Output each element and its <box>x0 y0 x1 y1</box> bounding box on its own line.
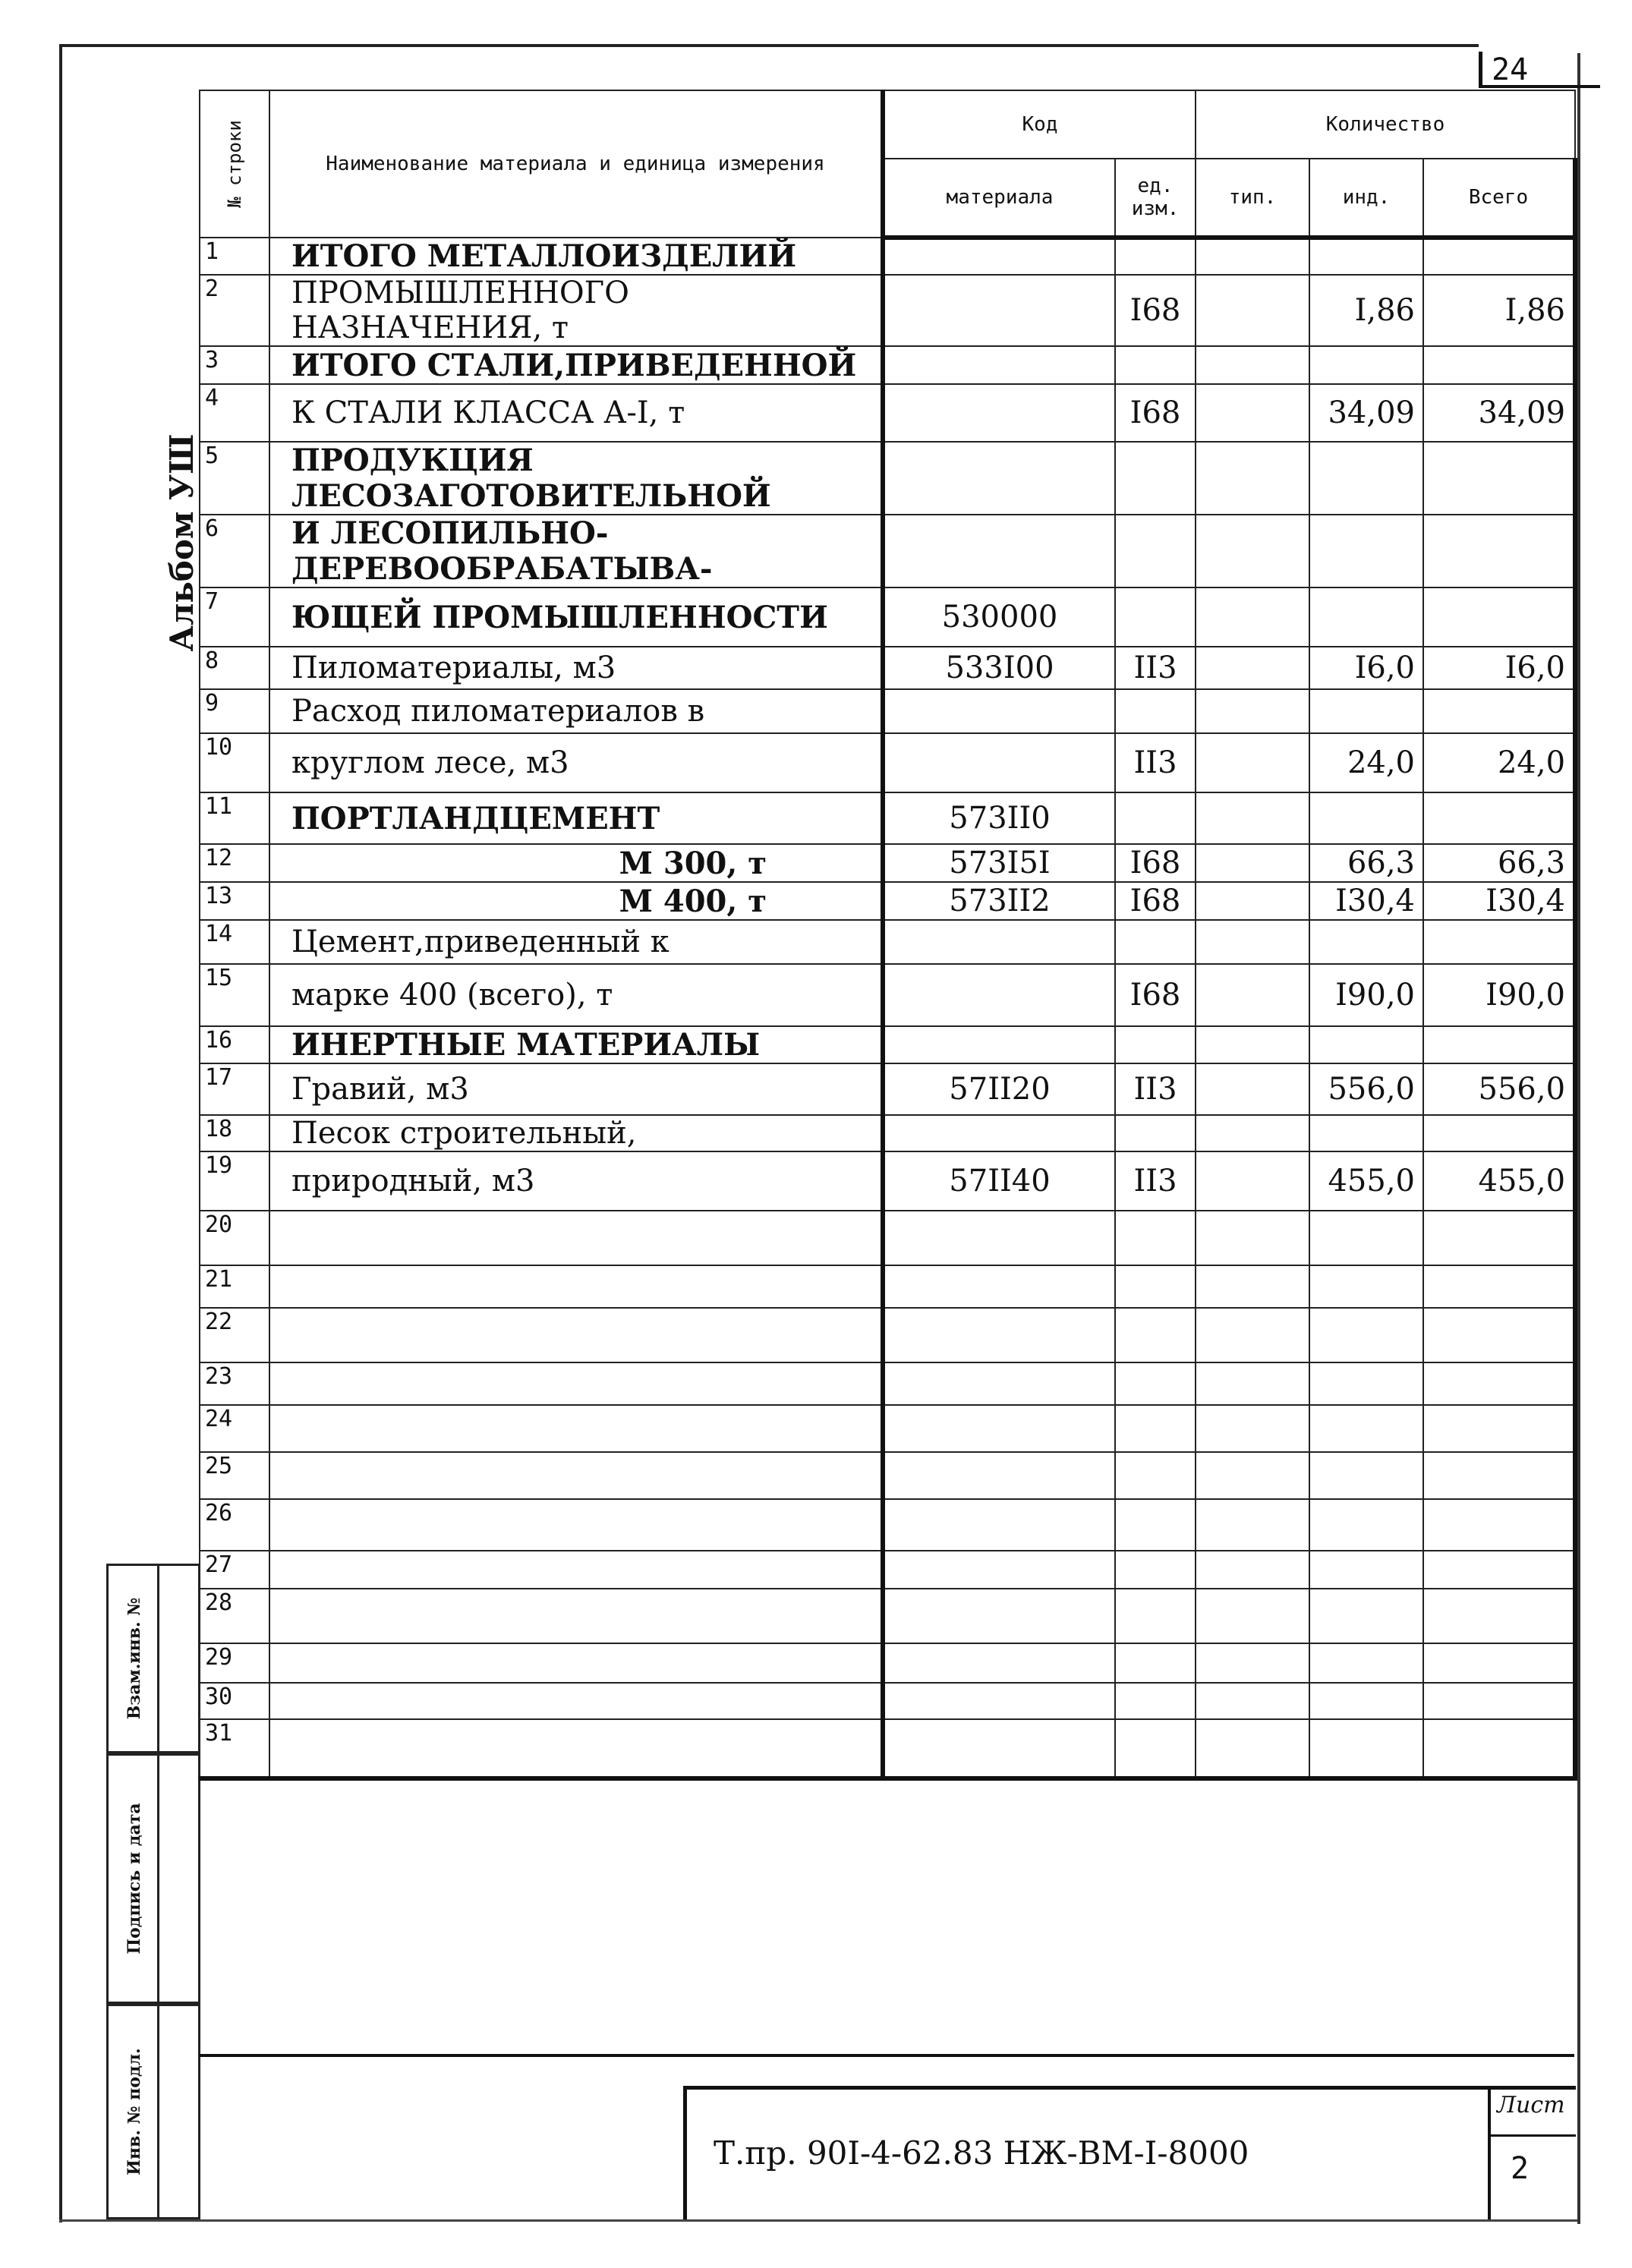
sidebox-vzam-label-cell <box>112 1566 159 1751</box>
qty-total <box>1423 920 1575 964</box>
sheet-number: 2 <box>1511 2151 1530 2186</box>
qty-typ <box>1196 1683 1309 1719</box>
header-row-no-cell <box>200 90 269 238</box>
material-code <box>883 1211 1115 1265</box>
material-code: 57II20 <box>883 1063 1115 1115</box>
qty-total <box>1423 1405 1575 1452</box>
unit-code <box>1115 689 1196 733</box>
unit-code <box>1115 1308 1196 1362</box>
qty-typ <box>1196 1265 1309 1308</box>
qty-ind: I30,4 <box>1309 882 1423 920</box>
qty-ind: 556,0 <box>1309 1063 1423 1115</box>
sheet-label: Лист <box>1497 2092 1565 2118</box>
qty-ind: I6,0 <box>1309 647 1423 689</box>
table-row <box>200 384 1575 442</box>
material-code <box>883 733 1115 792</box>
sidebox-inv-label-cell <box>112 2006 159 2217</box>
material-code <box>883 1026 1115 1063</box>
qty-typ <box>1196 1719 1309 1778</box>
material-code: 530000 <box>883 587 1115 647</box>
table-row <box>200 1499 1575 1551</box>
qty-ind <box>1309 689 1423 733</box>
unit-code: II3 <box>1115 647 1196 689</box>
table-row <box>200 1265 1575 1308</box>
qty-typ <box>1196 1589 1309 1643</box>
row-number: 31 <box>200 1719 269 1778</box>
qty-ind <box>1309 238 1423 275</box>
qty-ind: 24,0 <box>1309 733 1423 792</box>
unit-code: II3 <box>1115 1063 1196 1115</box>
qty-typ <box>1196 647 1309 689</box>
unit-code <box>1115 1683 1196 1719</box>
material-name <box>269 1362 883 1405</box>
material-name: Цемент,приведенный к <box>269 920 883 964</box>
qty-ind: 66,3 <box>1309 844 1423 882</box>
material-code <box>883 1643 1115 1683</box>
qty-typ <box>1196 384 1309 442</box>
table-row <box>200 1452 1575 1499</box>
qty-typ <box>1196 587 1309 647</box>
qty-total: 66,3 <box>1423 844 1575 882</box>
material-name <box>269 1452 883 1499</box>
table-row <box>200 1211 1575 1265</box>
material-code: 573II2 <box>883 882 1115 920</box>
material-name <box>269 1719 883 1778</box>
qty-typ <box>1196 792 1309 844</box>
row-number: 20 <box>200 1211 269 1265</box>
qty-total: I90,0 <box>1423 964 1575 1026</box>
material-name <box>269 1499 883 1551</box>
material-code <box>883 1683 1115 1719</box>
material-code <box>883 515 1115 587</box>
qty-total <box>1423 689 1575 733</box>
unit-code <box>1115 1719 1196 1778</box>
table-row <box>200 844 1575 882</box>
material-name <box>269 1308 883 1362</box>
qty-typ <box>1196 346 1309 384</box>
qty-typ <box>1196 442 1309 515</box>
row-number: 24 <box>200 1405 269 1452</box>
row-number: 10 <box>200 733 269 792</box>
material-name <box>269 1643 883 1683</box>
material-code <box>883 346 1115 384</box>
qty-total <box>1423 1026 1575 1063</box>
material-code <box>883 1499 1115 1551</box>
row-number: 2 <box>200 275 269 346</box>
table-row <box>200 733 1575 792</box>
material-code: 533I00 <box>883 647 1115 689</box>
table-row <box>200 1551 1575 1589</box>
qty-typ <box>1196 964 1309 1026</box>
frame-right-line <box>1577 53 1580 2224</box>
material-code <box>883 1719 1115 1778</box>
qty-ind <box>1309 1405 1423 1452</box>
table-row <box>200 1308 1575 1362</box>
table-row <box>200 1063 1575 1115</box>
unit-code: I68 <box>1115 964 1196 1026</box>
unit-code <box>1115 1115 1196 1151</box>
material-name: К СТАЛИ КЛАССА А-I, т <box>269 384 883 442</box>
qty-total <box>1423 1499 1575 1551</box>
material-name <box>269 1683 883 1719</box>
qty-ind <box>1309 1683 1423 1719</box>
unit-code <box>1115 792 1196 844</box>
header-qty-ind: инд. <box>1309 159 1423 238</box>
row-number: 26 <box>200 1499 269 1551</box>
row-number: 6 <box>200 515 269 587</box>
qty-total: 556,0 <box>1423 1063 1575 1115</box>
table-row <box>200 1589 1575 1643</box>
table-row <box>200 882 1575 920</box>
qty-typ <box>1196 1308 1309 1362</box>
qty-ind <box>1309 1589 1423 1643</box>
table-row <box>200 515 1575 587</box>
unit-code: I68 <box>1115 384 1196 442</box>
qty-ind <box>1309 1551 1423 1589</box>
row-number: 19 <box>200 1151 269 1211</box>
row-number: 14 <box>200 920 269 964</box>
unit-code: I68 <box>1115 844 1196 882</box>
qty-ind <box>1309 920 1423 964</box>
qty-typ <box>1196 733 1309 792</box>
qty-total: I,86 <box>1423 275 1575 346</box>
header-name: Наименование материала и единица измерения <box>269 90 883 238</box>
material-code <box>883 689 1115 733</box>
material-code <box>883 238 1115 275</box>
material-name: круглом лесе, м3 <box>269 733 883 792</box>
material-name <box>269 1211 883 1265</box>
unit-code: I68 <box>1115 275 1196 346</box>
qty-ind <box>1309 1362 1423 1405</box>
row-number: 15 <box>200 964 269 1026</box>
qty-total <box>1423 792 1575 844</box>
frame-bottom-line <box>59 2219 1577 2222</box>
qty-total <box>1423 346 1575 384</box>
qty-ind: 455,0 <box>1309 1151 1423 1211</box>
album-label: Альбом УШ <box>163 433 200 652</box>
stamp-title: Т.пр. 90I-4-62.83 НЖ-ВМ-I-8000 <box>714 2134 1249 2172</box>
material-name: ПОРТЛАНДЦЕМЕНТ <box>269 792 883 844</box>
table-row <box>200 1115 1575 1151</box>
qty-total: 34,09 <box>1423 384 1575 442</box>
material-name: ЮЩЕЙ ПРОМЫШЛЕННОСТИ <box>269 587 883 647</box>
qty-total <box>1423 1211 1575 1265</box>
unit-code: I68 <box>1115 882 1196 920</box>
qty-total <box>1423 1265 1575 1308</box>
qty-typ <box>1196 1499 1309 1551</box>
table-row <box>200 920 1575 964</box>
table-row <box>200 792 1575 844</box>
table-row <box>200 689 1575 733</box>
qty-ind: I,86 <box>1309 275 1423 346</box>
qty-ind <box>1309 587 1423 647</box>
qty-typ <box>1196 1362 1309 1405</box>
row-number: 11 <box>200 792 269 844</box>
material-name: природный, м3 <box>269 1151 883 1211</box>
material-code <box>883 1362 1115 1405</box>
row-number: 4 <box>200 384 269 442</box>
unit-code <box>1115 587 1196 647</box>
sidebox-inv <box>106 2004 200 2219</box>
material-code <box>883 1551 1115 1589</box>
row-number: 3 <box>200 346 269 384</box>
row-number: 7 <box>200 587 269 647</box>
sidebox-podpis-label-cell <box>112 1756 159 2002</box>
unit-code: II3 <box>1115 733 1196 792</box>
table-row <box>200 647 1575 689</box>
material-name <box>269 1405 883 1452</box>
qty-typ <box>1196 882 1309 920</box>
material-code <box>883 1452 1115 1499</box>
header-row-top <box>200 90 1575 159</box>
qty-typ <box>1196 689 1309 733</box>
qty-typ <box>1196 1405 1309 1452</box>
material-code <box>883 920 1115 964</box>
qty-typ <box>1196 844 1309 882</box>
qty-total <box>1423 1719 1575 1778</box>
page-number: 24 <box>1479 52 1600 88</box>
material-name: Пиломатериалы, м3 <box>269 647 883 689</box>
qty-ind: I90,0 <box>1309 964 1423 1026</box>
qty-total <box>1423 1362 1575 1405</box>
qty-total <box>1423 442 1575 515</box>
qty-typ <box>1196 920 1309 964</box>
unit-code <box>1115 1362 1196 1405</box>
unit-code <box>1115 238 1196 275</box>
qty-typ <box>1196 515 1309 587</box>
qty-total <box>1423 1643 1575 1683</box>
row-number: 8 <box>200 647 269 689</box>
sidebox-vzam-label: Взам.инв. № <box>124 1597 144 1720</box>
material-code: 57II40 <box>883 1151 1115 1211</box>
unit-code <box>1115 515 1196 587</box>
table-row <box>200 1151 1575 1211</box>
table-row <box>200 1719 1575 1778</box>
material-code: 573II0 <box>883 792 1115 844</box>
material-name: ИНЕРТНЫЕ МАТЕРИАЛЫ <box>269 1026 883 1063</box>
qty-ind <box>1309 1026 1423 1063</box>
row-number: 28 <box>200 1589 269 1643</box>
qty-ind <box>1309 1499 1423 1551</box>
material-code <box>883 275 1115 346</box>
sidebox-inv-label: Инв. № подл. <box>124 2048 144 2175</box>
header-code-material: материала <box>883 159 1115 238</box>
row-number: 30 <box>200 1683 269 1719</box>
qty-ind <box>1309 1719 1423 1778</box>
header-qty-typ: тип. <box>1196 159 1309 238</box>
qty-total <box>1423 1683 1575 1719</box>
unit-code <box>1115 1452 1196 1499</box>
unit-code <box>1115 1643 1196 1683</box>
row-number: 9 <box>200 689 269 733</box>
row-number: 1 <box>200 238 269 275</box>
qty-ind <box>1309 1265 1423 1308</box>
unit-code <box>1115 1211 1196 1265</box>
table-row <box>200 275 1575 346</box>
row-number: 23 <box>200 1362 269 1405</box>
table-body <box>200 238 1575 1778</box>
row-number: 16 <box>200 1026 269 1063</box>
qty-total: I6,0 <box>1423 647 1575 689</box>
qty-ind <box>1309 1308 1423 1362</box>
sidebox-podpis-label: Подпись и дата <box>124 1803 144 1955</box>
unit-code <box>1115 1265 1196 1308</box>
material-code <box>883 1589 1115 1643</box>
qty-typ <box>1196 1026 1309 1063</box>
header-quantity: Количество <box>1196 90 1575 159</box>
row-number: 22 <box>200 1308 269 1362</box>
row-number: 25 <box>200 1452 269 1499</box>
qty-total <box>1423 1551 1575 1589</box>
material-name: ИТОГО СТАЛИ,ПРИВЕДЕННОЙ <box>269 346 883 384</box>
qty-ind <box>1309 1115 1423 1151</box>
qty-total <box>1423 587 1575 647</box>
qty-ind <box>1309 515 1423 587</box>
table-row <box>200 1683 1575 1719</box>
qty-ind <box>1309 1643 1423 1683</box>
material-name: Песок строительный, <box>269 1115 883 1151</box>
material-name <box>269 1551 883 1589</box>
qty-total: 455,0 <box>1423 1151 1575 1211</box>
sidebox-podpis <box>106 1753 200 2004</box>
material-name: М 400, т <box>269 882 883 920</box>
qty-typ <box>1196 1063 1309 1115</box>
material-name <box>269 1265 883 1308</box>
qty-typ <box>1196 1151 1309 1211</box>
table-row <box>200 1026 1575 1063</box>
unit-code <box>1115 442 1196 515</box>
unit-code <box>1115 1551 1196 1589</box>
qty-typ <box>1196 1452 1309 1499</box>
row-number: 27 <box>200 1551 269 1589</box>
row-number: 29 <box>200 1643 269 1683</box>
material-code <box>883 384 1115 442</box>
sidebox-vzam <box>106 1564 200 1753</box>
unit-code <box>1115 920 1196 964</box>
qty-ind <box>1309 442 1423 515</box>
material-code <box>883 1405 1115 1452</box>
table-row <box>200 442 1575 515</box>
row-number: 13 <box>200 882 269 920</box>
qty-ind <box>1309 1211 1423 1265</box>
qty-ind <box>1309 346 1423 384</box>
material-name: ПРОМЫШЛЕННОГО НАЗНАЧЕНИЯ, т <box>269 275 883 346</box>
table-row <box>200 964 1575 1026</box>
material-code <box>883 964 1115 1026</box>
material-code <box>883 1265 1115 1308</box>
row-number: 17 <box>200 1063 269 1115</box>
table-row <box>200 1362 1575 1405</box>
table-row <box>200 587 1575 647</box>
material-code <box>883 1115 1115 1151</box>
material-name: Гравий, м3 <box>269 1063 883 1115</box>
qty-total <box>1423 1308 1575 1362</box>
header-code: Код <box>883 90 1196 159</box>
material-name: марке 400 (всего), т <box>269 964 883 1026</box>
material-name: И ЛЕСОПИЛЬНО-ДЕРЕВООБРАБАТЫВА- <box>269 515 883 587</box>
table-row <box>200 238 1575 275</box>
qty-total <box>1423 1589 1575 1643</box>
material-name <box>269 1589 883 1643</box>
qty-total <box>1423 1452 1575 1499</box>
header-qty-total: Всего <box>1423 159 1575 238</box>
qty-total <box>1423 238 1575 275</box>
material-code: 573I5I <box>883 844 1115 882</box>
table-row <box>200 1405 1575 1452</box>
qty-total: 24,0 <box>1423 733 1575 792</box>
qty-typ <box>1196 1643 1309 1683</box>
unit-code <box>1115 346 1196 384</box>
material-code <box>883 442 1115 515</box>
material-code <box>883 1308 1115 1362</box>
unit-code <box>1115 1405 1196 1452</box>
sheet-box-divider <box>1488 2134 1576 2137</box>
qty-total <box>1423 1115 1575 1151</box>
qty-total: I30,4 <box>1423 882 1575 920</box>
material-name: Расход пиломатериалов в <box>269 689 883 733</box>
row-number: 12 <box>200 844 269 882</box>
qty-typ <box>1196 238 1309 275</box>
header-row-no: № строки <box>224 120 245 208</box>
qty-ind <box>1309 792 1423 844</box>
row-number: 18 <box>200 1115 269 1151</box>
unit-code: II3 <box>1115 1151 1196 1211</box>
unit-code <box>1115 1026 1196 1063</box>
header-code-unit: ед. изм. <box>1115 159 1196 238</box>
material-name: ПРОДУКЦИЯ ЛЕСОЗАГОТОВИТЕЛЬНОЙ <box>269 442 883 515</box>
qty-typ <box>1196 275 1309 346</box>
material-name: М 300, т <box>269 844 883 882</box>
qty-ind <box>1309 1452 1423 1499</box>
qty-typ <box>1196 1115 1309 1151</box>
unit-code <box>1115 1499 1196 1551</box>
frame-top-line <box>59 44 1479 47</box>
qty-typ <box>1196 1211 1309 1265</box>
unit-code <box>1115 1589 1196 1643</box>
qty-typ <box>1196 1551 1309 1589</box>
material-name: ИТОГО МЕТАЛЛОИЗДЕЛИЙ <box>269 238 883 275</box>
table-row <box>200 346 1575 384</box>
qty-ind: 34,09 <box>1309 384 1423 442</box>
frame-left-line <box>59 44 62 2222</box>
row-number: 21 <box>200 1265 269 1308</box>
row-number: 5 <box>200 442 269 515</box>
table-row <box>200 1643 1575 1683</box>
qty-total <box>1423 515 1575 587</box>
table-bottom-rule <box>199 2054 1574 2057</box>
material-spec-table <box>199 90 1577 1781</box>
